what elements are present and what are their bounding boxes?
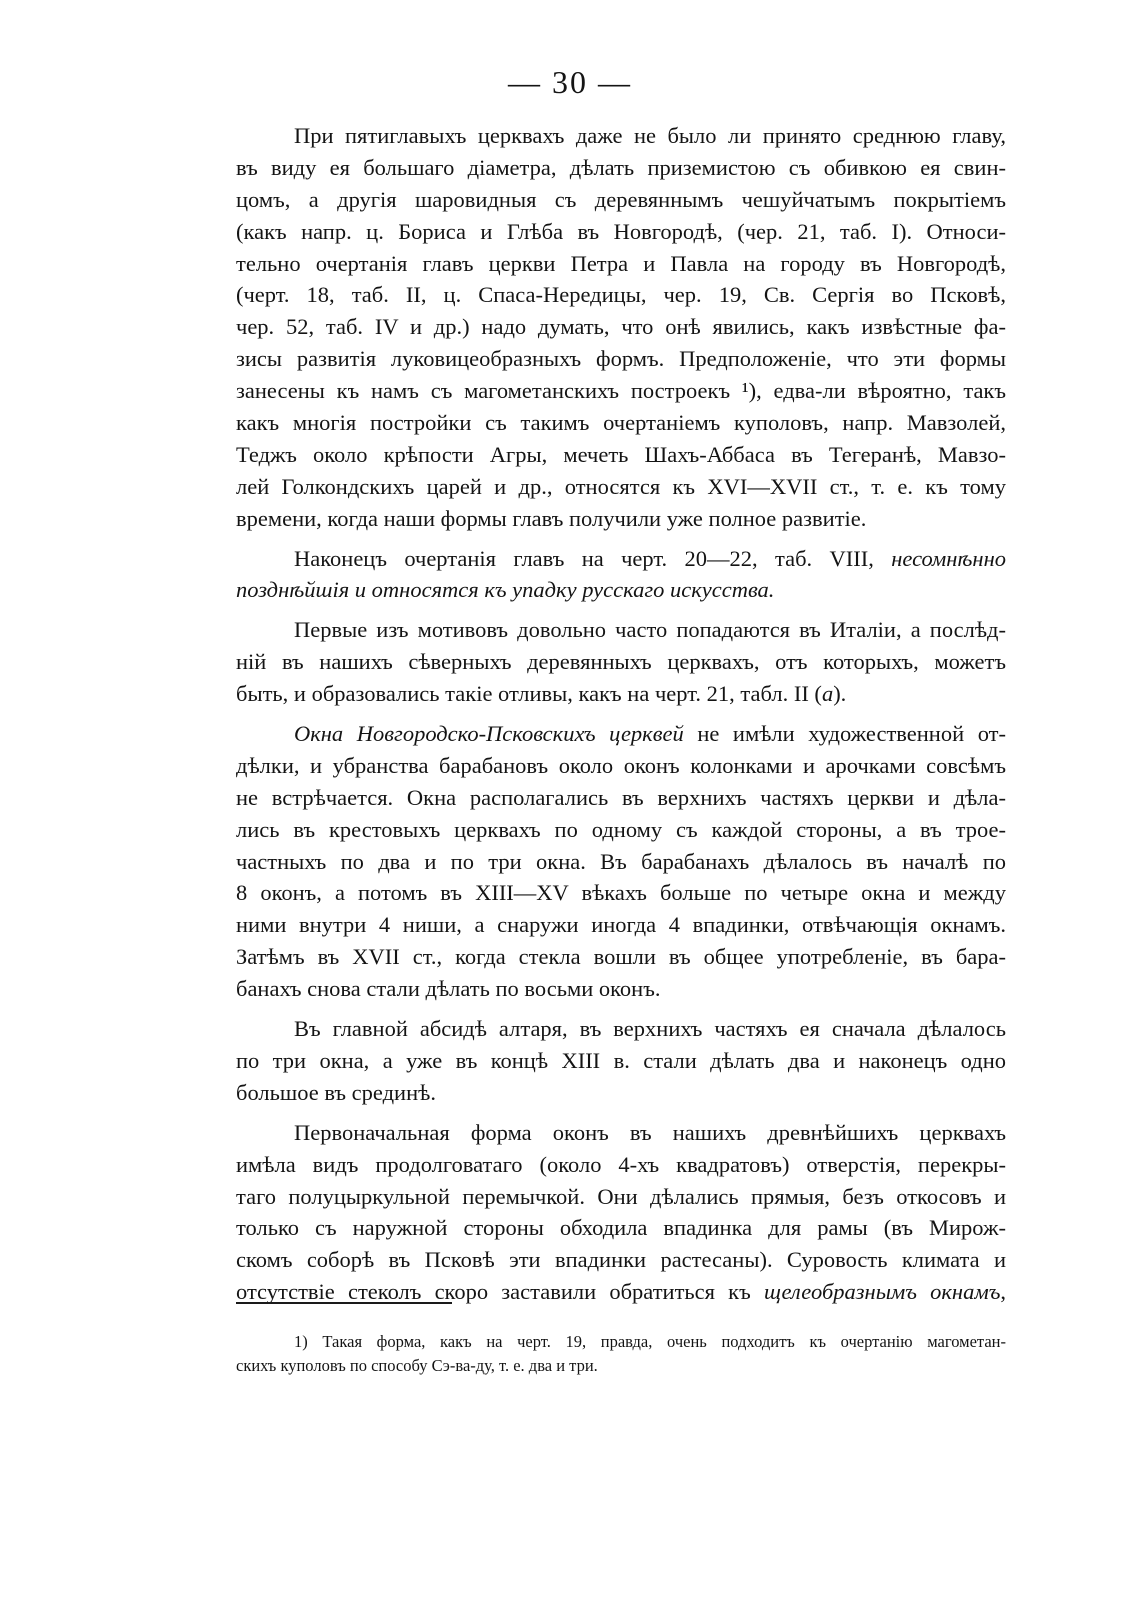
text-line: частныхъ по два и по три окна. Въ барабанахъ дѣлалось въ началѣ по: [236, 848, 1006, 874]
text-line: позднѣйшія и относятся къ упадку русскаго искусства.: [236, 577, 775, 603]
text-line: (какъ напр. ц. Бориса и Глѣба въ Новгородѣ, (чер. 21, таб. I). Относи-: [236, 218, 1006, 244]
text-span: отсутствіе стеколъ скоро заставили обратиться къ: [236, 1279, 751, 1305]
text-line: ними внутри 4 ниши, а снаружи иногда 4 впадинки, отвѣчающія окнамъ.: [236, 912, 1006, 938]
text-line: занесены къ намъ съ магометанскихъ построекъ ¹), едва-ли вѣроятно, такъ: [236, 378, 1006, 404]
text-span: Наконецъ очертанія главъ на черт. 20—22, таб. VIII,: [294, 545, 874, 571]
footnote-line: скихъ куполовъ по способу Сэ-ва-ду, т. е. два и три.: [236, 1356, 598, 1375]
text-line: Первоначальная форма оконъ въ нашихъ древнѣйшихъ церквахъ: [294, 1119, 1006, 1145]
paragraph-2: [236, 543, 1006, 607]
text-line: зисы развитія луковицеобразныхъ формъ. Предположеніе, что эти формы: [236, 346, 1006, 372]
italic-text: Окна Новгородско-Псковскихъ церквей: [294, 721, 684, 747]
text-line: Первые изъ мотивовъ довольно часто попадаются въ Италіи, а послѣд-: [294, 617, 1006, 643]
text-line: 8 оконъ, а потомъ въ XIII—XV вѣкахъ больше по четыре окна и между: [236, 880, 1006, 906]
text-line: [236, 718, 1006, 750]
text-line: [236, 543, 1006, 575]
text-line: не встрѣчается. Окна располагались въ верхнихъ частяхъ церкви и дѣла-: [236, 784, 1006, 810]
text-span: ,: [1000, 1279, 1007, 1305]
italic-text: щелеобразнымъ окнамъ: [763, 1279, 1001, 1305]
text-line: тельно очертанія главъ церкви Петра и Павла на городу въ Новгородѣ,: [236, 250, 1006, 276]
text-line: цомъ, а другія шаровидныя съ деревяннымъ чешуйчатымъ покрытіемъ: [236, 186, 1006, 212]
text-line: (черт. 18, таб. II, ц. Спаса-Нередицы, чер. 19, Св. Сергія во Псковѣ,: [236, 282, 1006, 308]
text-line: скомъ соборѣ въ Псковѣ эти впадинки растесаны). Суровость климата и: [236, 1247, 1006, 1273]
text-line: по три окна, а уже въ концѣ XIII в. стали дѣлать два и наконецъ одно: [236, 1047, 1006, 1073]
text-line: ній въ нашихъ сѣверныхъ деревянныхъ церквахъ, отъ которыхъ, можетъ: [236, 649, 1006, 675]
footnote: [236, 1330, 1006, 1378]
text-line: большое въ срединѣ.: [236, 1079, 436, 1105]
text-line: лись въ крестовыхъ церквахъ по одному съ каждой стороны, а въ трое-: [236, 816, 1006, 842]
paragraph-4: [236, 718, 1006, 1005]
text-line: таго полуцыркульной перемычкой. Они дѣлались прямыя, безъ откосовъ и: [236, 1183, 1006, 1209]
text-line: чер. 52, таб. IV и др.) надо думать, что онѣ явились, какъ извѣстные фа-: [236, 314, 1006, 340]
footnote-line: 1) Такая форма, какъ на черт. 19, правда, очень подходитъ къ очертанію магометан-: [294, 1332, 1006, 1351]
page-number: — 30 —: [508, 64, 632, 100]
text-line: времени, когда наши формы главъ получили уже полное развитіе.: [236, 505, 867, 531]
text-span: не имѣли художественной от-: [683, 721, 1006, 747]
text-span: ).: [833, 681, 847, 707]
body-text: [236, 120, 1006, 1308]
text-line: лей Голкондскихъ царей и др., относятся къ XVI—XVII ст., т. е. къ тому: [236, 473, 1006, 499]
paragraph-5: [236, 1013, 1006, 1109]
text-line: въ виду ея большаго діаметра, дѣлать приземистою съ обивкою ея свин-: [236, 154, 1006, 180]
text-span: быть, и образовались такіе отливы, какъ на черт. 21, табл. II (: [236, 681, 822, 707]
text-line: Въ главной абсидѣ алтаря, въ верхнихъ частяхъ ея сначала дѣлалось: [294, 1016, 1006, 1042]
text-line: При пятиглавыхъ церквахъ даже не было ли принято среднюю главу,: [294, 123, 1006, 148]
italic-text: несомнѣнно: [891, 545, 1007, 571]
text-line: Теджъ около крѣпости Агры, мечеть Шахъ-Аббаса въ Тегеранѣ, Мавзо-: [236, 441, 1006, 467]
paragraph-3: [236, 614, 1006, 710]
text-line: Затѣмъ въ XVII ст., когда стекла вошли въ общее употребленіе, въ бара-: [236, 944, 1006, 970]
italic-text: а: [821, 681, 834, 707]
text-line: [236, 678, 1006, 710]
text-line: только съ наружной стороны обходила впадинка для рамы (въ Мирож-: [236, 1215, 1006, 1241]
text-line: банахъ снова стали дѣлать по восьми оконъ.: [236, 976, 661, 1002]
text-line: какъ многія постройки съ такимъ очертаніемъ куполовъ, напр. Мавзолей,: [236, 410, 1006, 436]
paragraph-1: [236, 120, 1006, 535]
text-line: дѣлки, и убранства барабановъ около оконъ колонками и арочками совсѣмъ: [236, 752, 1006, 778]
text-line: имѣла видъ продолговатаго (около 4-хъ квадратовъ) отверстія, перекры-: [236, 1151, 1006, 1177]
paragraph-6: [236, 1117, 1006, 1308]
footnote-divider: [236, 1302, 452, 1304]
